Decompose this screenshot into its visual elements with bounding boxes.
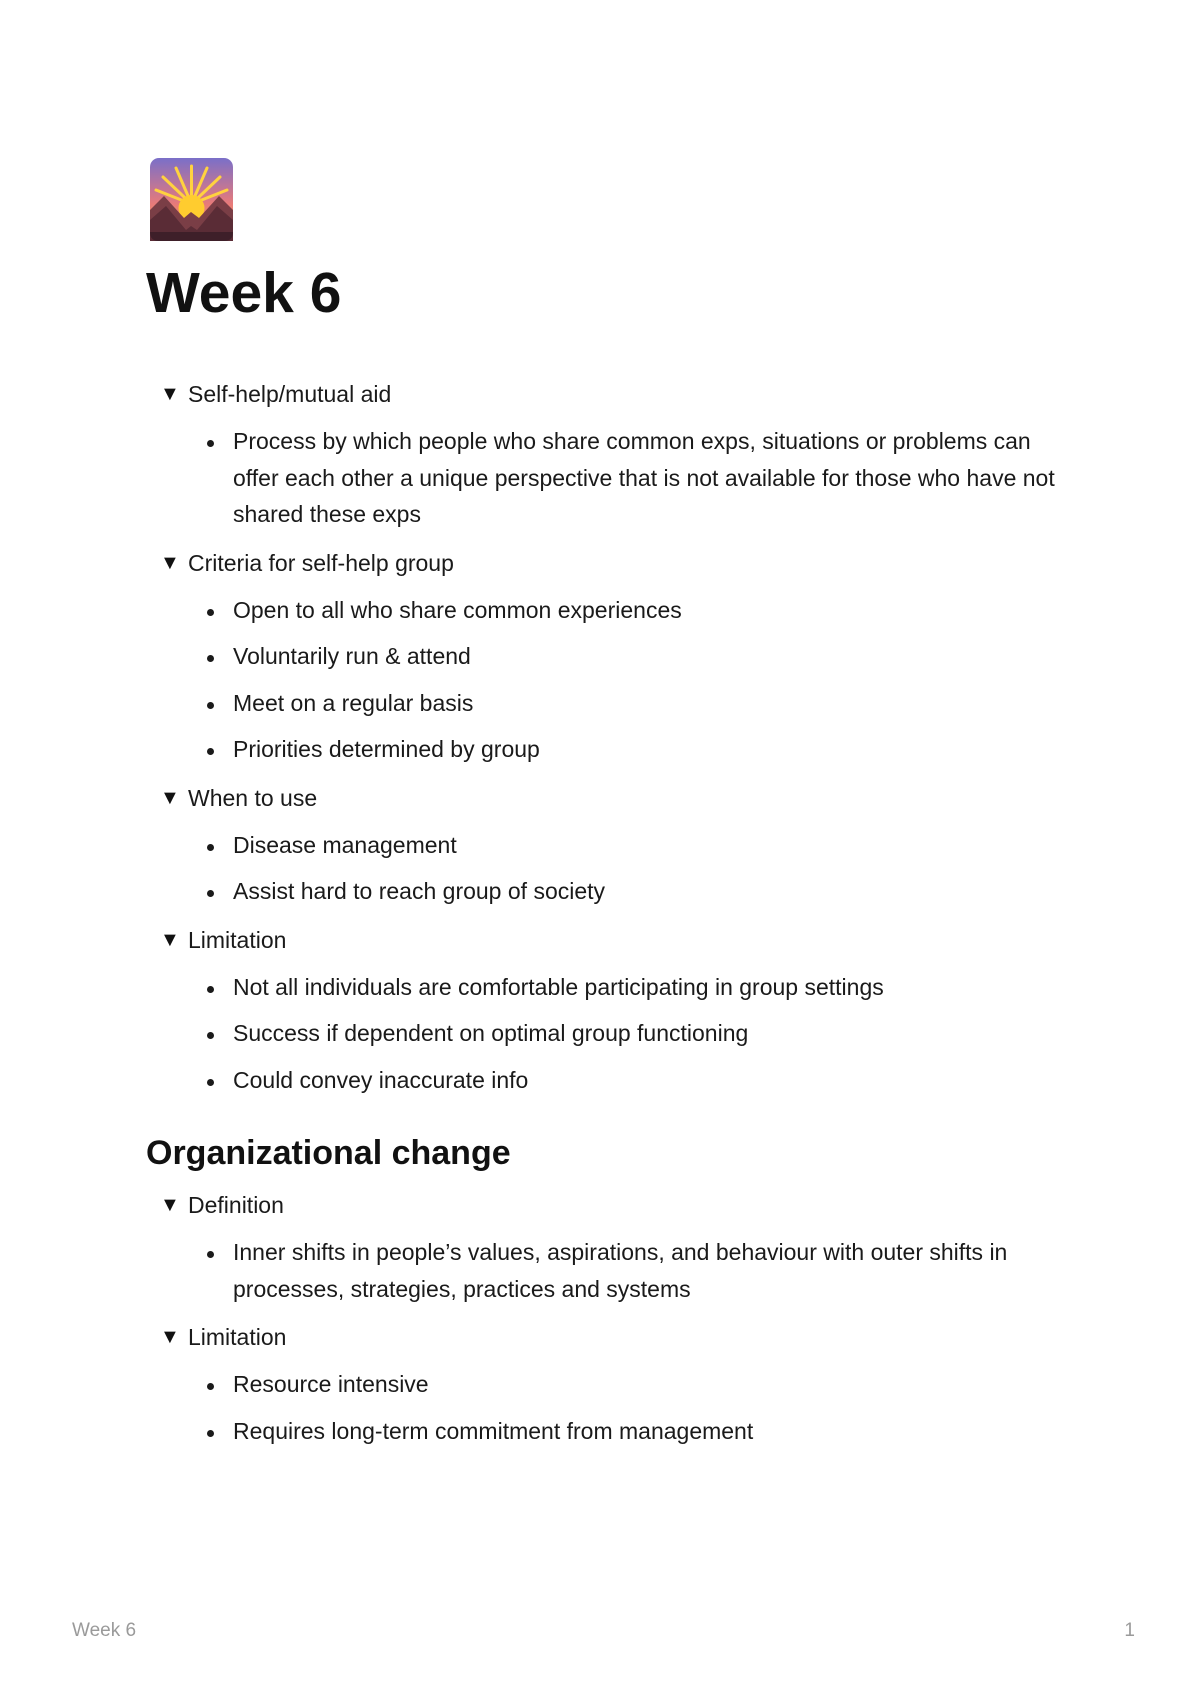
bullet-list [160, 1361, 1060, 1454]
triangle-down-icon[interactable]: ▼ [160, 928, 180, 951]
toggle-label: Definition [188, 1192, 284, 1218]
bullet-icon [207, 1032, 214, 1039]
bullet-list [160, 418, 1060, 538]
triangle-down-icon[interactable]: ▼ [160, 1326, 180, 1348]
toggle-when-to-use[interactable] [160, 780, 1060, 915]
toggle-label: Criteria for self-help group [188, 549, 454, 576]
bullet-list [160, 964, 1060, 1104]
footer-page-number: 1 [1124, 1620, 1135, 1641]
list-item: Inner shifts in people’s values, aspirations, and behaviour with outer shifts in processes, strategies, practices and systems [233, 1229, 1060, 1312]
list-item: Not all individuals are comfortable participating in group settings [233, 964, 1060, 1011]
bullet-icon [207, 844, 214, 851]
sunrise-over-mountains-icon [150, 158, 233, 241]
list-item: Resource intensive [233, 1361, 1060, 1408]
page-title: Week 6 [146, 261, 342, 325]
toggle-limitation[interactable] [160, 922, 1060, 1104]
toggle-label: When to use [188, 784, 318, 811]
bullet-icon [207, 986, 214, 993]
toggle-header[interactable] [160, 780, 1060, 816]
toggle-self-help[interactable] [160, 376, 1060, 538]
toggle-header[interactable] [160, 1319, 1060, 1355]
triangle-down-icon[interactable]: ▼ [160, 551, 180, 574]
toggle-criteria[interactable] [160, 545, 1060, 773]
bullet-icon [207, 440, 214, 447]
bullet-icon [207, 609, 214, 616]
list-item: Priorities determined by group [233, 726, 1060, 773]
bullet-icon [207, 890, 214, 897]
bullet-icon [207, 1430, 214, 1437]
list-item: Assist hard to reach group of society [233, 868, 1060, 915]
triangle-down-icon[interactable]: ▼ [160, 383, 180, 405]
toggle-header[interactable] [160, 545, 1060, 581]
toggle-header[interactable] [160, 1187, 1060, 1223]
list-item: Meet on a regular basis [233, 680, 1060, 727]
toggle-label: Self-help/mutual aid [188, 381, 392, 407]
bullet-list [160, 587, 1060, 773]
bullet-icon [207, 702, 214, 709]
section-heading: Organizational change [146, 1134, 511, 1172]
footer-page-title: Week 6 [72, 1620, 137, 1641]
bullet-list [160, 1229, 1060, 1312]
triangle-down-icon[interactable]: ▼ [160, 786, 180, 809]
toggle-limitation-2[interactable] [160, 1319, 1060, 1454]
triangle-down-icon[interactable]: ▼ [160, 1194, 180, 1216]
list-item: Process by which people who share common exps, situations or problems can offer each other a unique perspective that is not available for those who have not shared these exps [233, 418, 1060, 538]
list-item: Voluntarily run & attend [233, 633, 1060, 680]
bullet-icon [207, 655, 214, 662]
page-content [146, 376, 1060, 1454]
bullet-list [160, 822, 1060, 915]
bullet-icon [207, 748, 214, 755]
toggle-header[interactable] [160, 376, 1060, 412]
list-item: Open to all who share common experiences [233, 587, 1060, 634]
toggle-definition[interactable] [160, 1187, 1060, 1312]
list-item: Success if dependent on optimal group functioning [233, 1010, 1060, 1057]
list-item: Requires long-term commitment from management [233, 1408, 1060, 1455]
toggle-label: Limitation [188, 926, 287, 953]
list-item: Could convey inaccurate info [233, 1057, 1060, 1104]
toggle-label: Limitation [188, 1324, 287, 1350]
bullet-icon [207, 1079, 214, 1086]
toggle-header[interactable] [160, 922, 1060, 958]
bullet-icon [207, 1383, 214, 1390]
list-item: Disease management [233, 822, 1060, 869]
bullet-icon [207, 1251, 214, 1258]
